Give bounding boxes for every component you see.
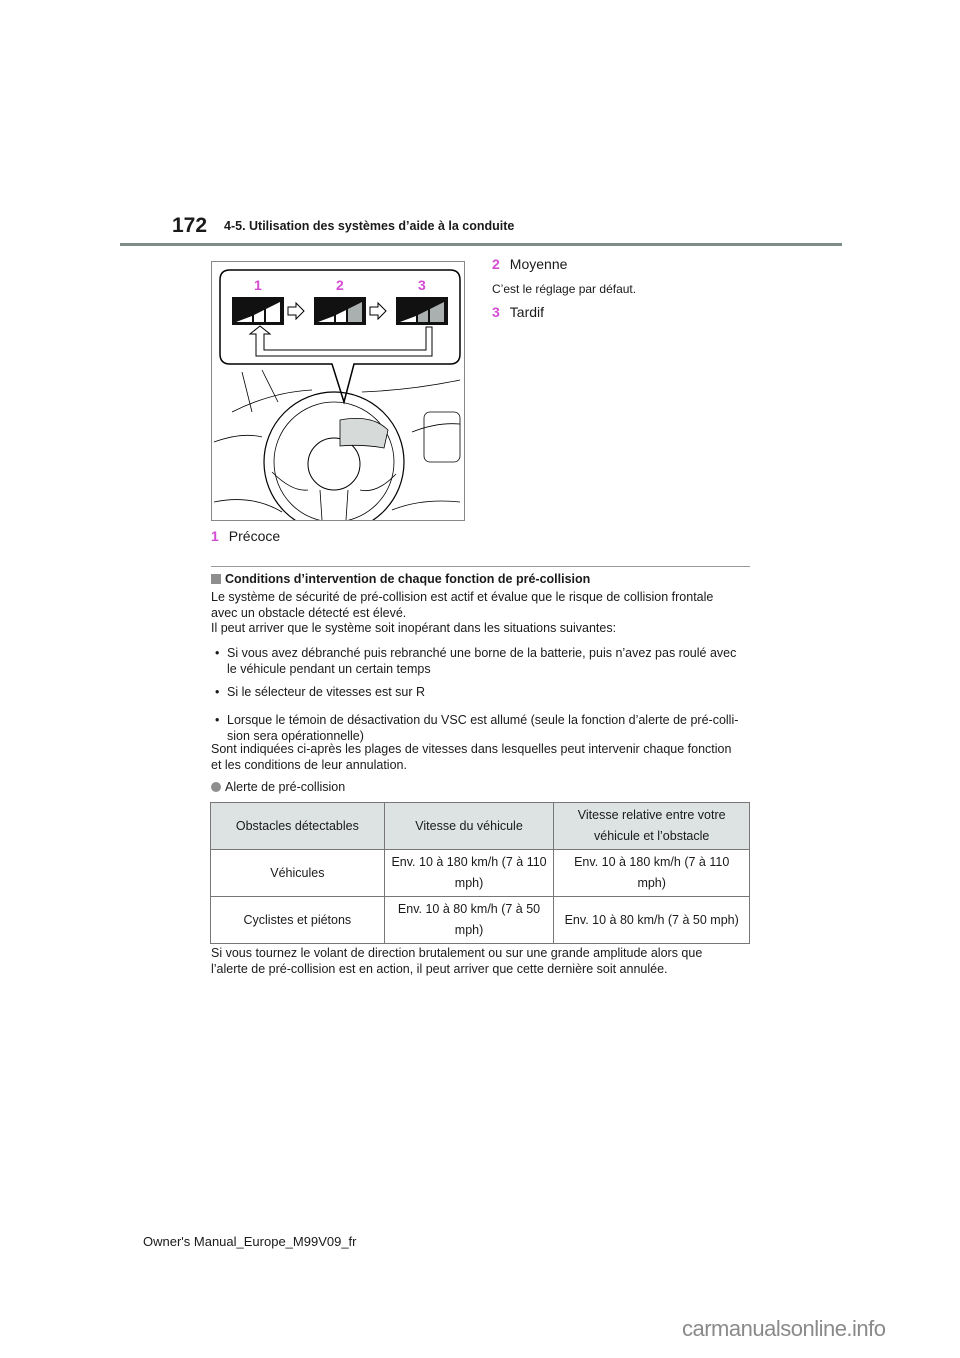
bullet-dot-icon: •: [215, 646, 220, 660]
callout-3: 3: [418, 277, 426, 293]
bullet-line: Lorsque le témoin de désactivation du VSC est allumé (seule la fonction d’alerte de pré-colli-: [227, 713, 739, 727]
bullet-item: [211, 712, 751, 744]
option-number: 2: [492, 256, 500, 272]
ranges-line-2: et les conditions de leur annulation.: [211, 757, 407, 772]
option-late: [492, 304, 544, 320]
option-early: [211, 528, 280, 544]
ranges-paragraph: [211, 742, 731, 773]
chapter-title: 4-5. Utilisation des systèmes d’aide à la conduite: [224, 219, 515, 233]
circle-bullet-icon: [211, 782, 221, 792]
table-cell: Env. 10 à 80 km/h (7 à 50 mph): [554, 897, 750, 944]
bullet-dot-icon: •: [215, 713, 220, 727]
header-divider: [120, 243, 842, 246]
option-label: Précoce: [228, 528, 281, 544]
section-divider: [211, 566, 750, 567]
table-header-row: [211, 803, 750, 850]
bullet-line: Si le sélecteur de vitesses est sur R: [227, 685, 425, 699]
illustration-pcs-setting: [211, 261, 465, 521]
table-cell: Env. 10 à 80 km/h (7 à 50 mph): [384, 897, 554, 944]
table-cell: Env. 10 à 180 km/h (7 à 110 mph): [384, 850, 554, 897]
closing-line-2: l’alerte de pré-collision est en action, il peut arriver que cette dernière soit annulée.: [211, 961, 668, 976]
square-bullet-icon: [211, 574, 221, 584]
page-number: 172: [172, 214, 208, 237]
callout-2: 2: [336, 277, 344, 293]
option-label: Tardif: [509, 304, 545, 320]
document-id: Owner's Manual_Europe_M99V09_fr: [143, 1234, 357, 1249]
bullet-item: [211, 684, 751, 700]
table-header: Vitesse du véhicule: [384, 803, 554, 850]
section-heading: [211, 572, 590, 586]
closing-paragraph: [211, 946, 702, 977]
table-header: Vitesse relative entre votre véhicule et l’obstacle: [554, 803, 750, 850]
intro-line-3: Il peut arriver que le système soit inopérant dans les situations suivantes:: [211, 621, 617, 635]
bullet-line: Si vous avez débranché puis rebranché une borne de la batterie, puis n’avez pas roulé avec: [227, 646, 737, 660]
table-row: [211, 850, 750, 897]
table-cell: Cyclistes et piétons: [211, 897, 385, 944]
watermark-link[interactable]: carmanualsonline.info: [682, 1316, 886, 1341]
bullet-line: sion sera opérationnelle): [227, 729, 364, 743]
speed-range-table: [210, 802, 750, 944]
intro-line-1: Le système de sécurité de pré-collision est actif et évalue que le risque de collision frontale: [211, 590, 714, 604]
steering-wheel-illustration: [212, 262, 464, 520]
option-medium: [492, 256, 567, 272]
subsection-heading: [211, 780, 345, 794]
intro-line-2: avec un obstacle détecté est élevé.: [211, 605, 407, 620]
option-label: Moyenne: [509, 256, 568, 272]
bullet-item: [211, 645, 751, 677]
closing-line-1: Si vous tournez le volant de direction brutalement ou sur une grande amplitude alors que: [211, 946, 703, 960]
ranges-line-1: Sont indiquées ci-après les plages de vitesses dans lesquelles peut intervenir chaque fonction: [211, 742, 732, 756]
intro-paragraph: [211, 590, 713, 637]
table-row: [211, 897, 750, 944]
default-setting-note: C’est le réglage par défaut.: [492, 282, 637, 296]
table-cell: Env. 10 à 180 km/h (7 à 110 mph): [554, 850, 750, 897]
subsection-text: Alerte de pré-collision: [225, 780, 346, 794]
option-number: 3: [492, 304, 500, 320]
bullet-line: le véhicule pendant un certain temps: [227, 662, 431, 676]
table-cell: Véhicules: [211, 850, 385, 897]
option-number: 1: [211, 528, 219, 544]
section-heading-text: Conditions d’intervention de chaque fonction de pré-collision: [225, 572, 591, 586]
bullet-dot-icon: •: [215, 685, 220, 699]
table-header: Obstacles détectables: [211, 803, 385, 850]
callout-1: 1: [254, 277, 262, 293]
